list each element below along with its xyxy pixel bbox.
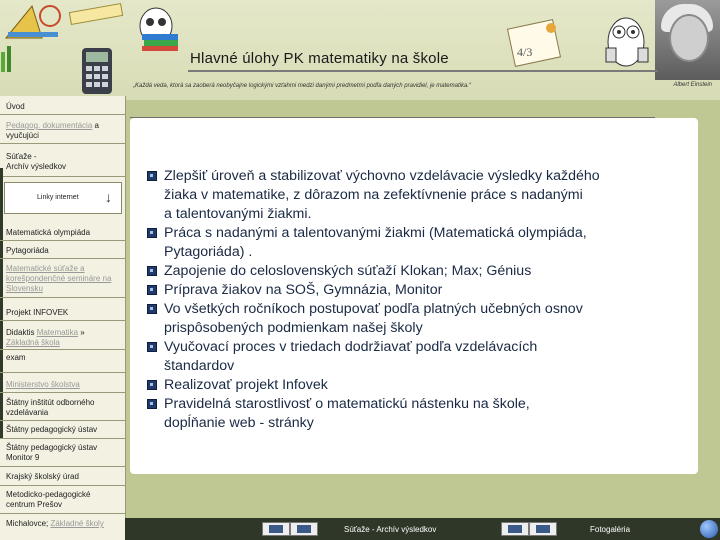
nav-didaktis[interactable] xyxy=(6,328,85,338)
nav-intro-label: Úvod xyxy=(6,102,25,111)
quote-author: Albert Einstein xyxy=(673,82,712,88)
page-title: Hlavné úlohy PK matematiky na škole xyxy=(190,50,449,67)
goal-line: žiaka v matematike, z dôrazom na zefektívnenie práce s nadanými xyxy=(164,187,583,203)
calculator-icon xyxy=(80,46,114,96)
goal-line: Príprava žiakov na SOŠ, Gymnázia, Monitor xyxy=(164,282,443,298)
nav-infovek-label: Projekt INFOVEK xyxy=(6,308,69,317)
square-bullet-icon xyxy=(147,380,157,390)
nav-siov-label: Štátny inštitút odborného vzdelávania xyxy=(6,398,95,417)
goal-line: Zlepšiť úroveň a stabilizovať výchovno vzdelávacie výsledky každého xyxy=(164,168,600,184)
square-bullet-icon xyxy=(147,285,157,295)
nav-spu[interactable] xyxy=(6,425,97,435)
nav-divider xyxy=(0,466,125,467)
nav-divider xyxy=(0,438,125,439)
square-bullet-icon xyxy=(147,266,157,276)
goal-item xyxy=(147,338,692,376)
nav-math-olympiad-label: Matematická olympiáda xyxy=(6,228,91,237)
nav-divider xyxy=(0,513,125,514)
einstein-portrait xyxy=(655,0,720,80)
goal-item xyxy=(147,281,692,300)
portrait-face xyxy=(669,14,709,62)
goal-line: Práca s nadanými a talentovanými žiakmi (Matematická olympiáda, xyxy=(164,225,587,241)
square-bullet-icon xyxy=(147,399,157,409)
nav-regional-office[interactable] xyxy=(6,472,79,482)
goal-line: Pravidelná starostlivosť o matematickú nástenku na škole, xyxy=(164,396,530,412)
goal-line: štandardov xyxy=(164,358,235,374)
nav-prev-button[interactable] xyxy=(290,522,318,536)
nav-didaktis-rest: » xyxy=(78,328,85,337)
square-bullet-icon xyxy=(147,304,157,314)
nav-teachers-label: vyučujúci xyxy=(6,131,39,140)
nav-ministry-link[interactable]: Ministerstvo školstva xyxy=(6,380,80,389)
nav-michalovce-link[interactable]: Základné školy xyxy=(50,519,104,528)
nav-divider xyxy=(0,372,125,373)
internet-links-label: Linky internet xyxy=(37,194,79,201)
internet-links-box[interactable] xyxy=(4,182,122,214)
nav-divider xyxy=(0,143,125,144)
notebook-fraction-icon xyxy=(505,18,565,68)
nav-intro[interactable] xyxy=(6,102,25,112)
goal-item xyxy=(147,224,692,262)
sidebar-accent-bar xyxy=(0,168,3,438)
goals-list xyxy=(147,167,692,433)
nav-exam[interactable] xyxy=(6,353,26,363)
arrow-down-icon: ↓ xyxy=(105,189,112,205)
nav-next-button[interactable] xyxy=(501,522,529,536)
goal-line: dopĺňanie web - stránky xyxy=(164,415,314,431)
nav-math-competitions-link[interactable]: Matematické súťaže a korešpondenčné semináre na Slovensku xyxy=(6,264,112,293)
nav-pedagog-doc-rest: a xyxy=(92,121,99,130)
nav-michalovce[interactable] xyxy=(6,519,104,529)
square-bullet-icon xyxy=(147,171,157,181)
goal-item xyxy=(147,376,692,395)
nav-siov[interactable] xyxy=(6,398,114,418)
goal-item xyxy=(147,167,692,224)
goal-line: a talentovanými žiakmi. xyxy=(164,206,312,222)
goal-line: prispôsobených podmienkam našej školy xyxy=(164,320,423,336)
nav-divider xyxy=(0,349,125,350)
nav-mpc-presov-label: Metodicko-pedagogické centrum Prešov xyxy=(6,490,91,509)
nav-infovek[interactable] xyxy=(6,308,68,318)
nav-pedagog-doc[interactable] xyxy=(6,121,99,131)
nav-competitions-label: Súťaže - xyxy=(6,152,37,161)
nav-teachers[interactable] xyxy=(6,131,39,141)
nav-results-archive-label: Archív výsledkov xyxy=(6,162,67,171)
nav-spu-monitor-label: Štátny pedagogický ústav Monitor 9 xyxy=(6,443,98,462)
nav-first-button[interactable] xyxy=(262,522,290,536)
nav-divider xyxy=(0,320,125,321)
goal-line: Zapojenie do celoslovenských súťaží Klokan; Max; Génius xyxy=(164,263,532,279)
nav-divider xyxy=(0,176,125,177)
nav-michalovce-label: Michalovce; xyxy=(6,519,51,528)
nav-spu-monitor[interactable] xyxy=(6,443,116,463)
goal-item xyxy=(147,395,692,433)
geometry-tools-icon xyxy=(2,2,64,42)
nav-last-button[interactable] xyxy=(529,522,557,536)
nav-pytagoriada-label: Pytagoriáda xyxy=(6,246,49,255)
nav-ministry[interactable] xyxy=(6,380,80,390)
svg-text:4/3: 4/3 xyxy=(517,45,533,59)
nav-divider xyxy=(0,114,125,115)
nav-pytagoriada[interactable] xyxy=(6,246,49,256)
nav-didaktis-label: Didaktis xyxy=(6,328,37,337)
nav-elementary-school[interactable] xyxy=(6,338,60,348)
nav-divider xyxy=(0,240,125,241)
nav-math-olympiad[interactable] xyxy=(6,228,90,238)
goal-line: Vo všetkých ročníkoch postupovať podľa platných učebných osnov xyxy=(164,301,583,317)
goal-item xyxy=(147,300,692,338)
goal-line: Pytagoriáda) . xyxy=(164,244,253,260)
nav-results-archive[interactable] xyxy=(6,162,66,172)
square-bullet-icon xyxy=(147,342,157,352)
nav-divider xyxy=(0,258,125,259)
nav-divider xyxy=(0,485,125,486)
competitions-archive-link[interactable]: Súťaže - Archív výsledkov xyxy=(344,525,437,534)
ruler-icon xyxy=(68,2,124,26)
content-top-rule xyxy=(130,117,655,118)
nav-regional-office-label: Krajský školský úrad xyxy=(6,472,79,481)
nav-divider xyxy=(0,420,125,421)
nav-competitions[interactable] xyxy=(6,152,37,162)
title-underline xyxy=(188,70,658,72)
goal-line: Vyučovací proces v triedach dodržiavať podľa vzdelávacích xyxy=(164,339,538,355)
goal-line: Realizovať projekt Infovek xyxy=(164,377,328,393)
owl-professor-icon xyxy=(598,8,654,74)
nav-elementary-school-link[interactable]: Základná škola xyxy=(6,338,60,347)
goal-item xyxy=(147,262,692,281)
photo-gallery-link[interactable]: Fotogaléria xyxy=(590,525,631,534)
quote-text: „Každá veda, ktorá sa zaoberá neobyčajne logickými vzťahmi medzi danými predmetmi podľa daných pravidiel, je matematika.“ xyxy=(133,83,471,89)
green-chart-icon xyxy=(0,44,14,74)
square-bullet-icon xyxy=(147,228,157,238)
nav-math-competitions[interactable] xyxy=(6,264,118,294)
nav-divider xyxy=(0,392,125,393)
nav-exam-label: exam xyxy=(6,353,26,362)
nav-mpc-presov[interactable] xyxy=(6,490,116,510)
nav-pedagog-doc-link[interactable]: Pedagog. dokumentácia xyxy=(6,121,93,130)
nav-spu-label: Štátny pedagogický ústav xyxy=(6,425,98,434)
books-icon xyxy=(140,28,180,52)
globe-icon[interactable] xyxy=(700,520,718,538)
nav-divider xyxy=(0,297,125,298)
nav-didaktis-math-link[interactable]: Matematika xyxy=(36,328,79,337)
